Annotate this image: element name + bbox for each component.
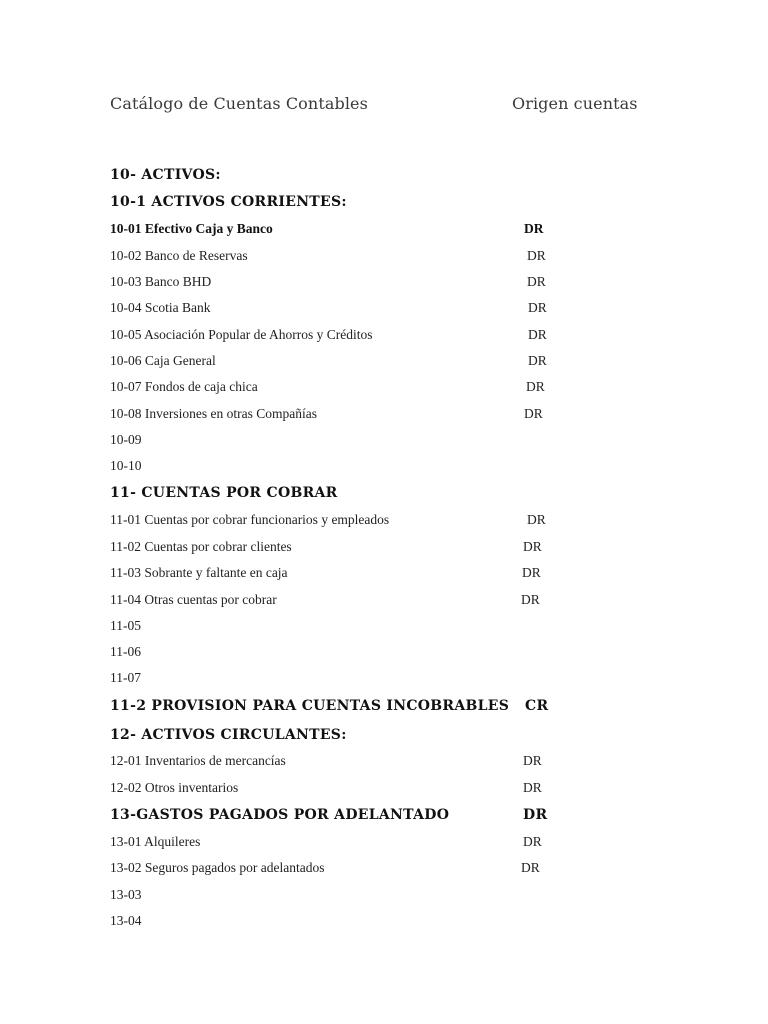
account-code: 13-02 Seguros pagados por adelantados (110, 860, 325, 875)
account-code: 13-03 (110, 887, 142, 902)
account-row (110, 832, 630, 854)
account-code: 10-1 ACTIVOS CORRIENTES: (110, 194, 347, 210)
account-row (110, 563, 630, 585)
account-row (110, 724, 630, 746)
account-row (110, 377, 630, 399)
account-code: 13-04 (110, 913, 142, 928)
account-origin: DR (523, 807, 548, 823)
account-code: 10-08 Inversiones en otras Compañías (110, 406, 317, 421)
account-code: 10-07 Fondos de caja chica (110, 379, 258, 394)
account-origin: DR (528, 300, 547, 315)
account-origin: DR (528, 327, 547, 342)
account-row (110, 804, 630, 826)
account-row (110, 272, 630, 294)
account-row (110, 751, 630, 773)
account-origin: DR (523, 753, 542, 768)
account-row (110, 616, 630, 638)
account-code: 12-02 Otros inventarios (110, 780, 239, 795)
account-code: 10-05 Asociación Popular de Ahorros y Créditos (110, 327, 373, 342)
account-row (110, 298, 630, 320)
account-code: 10- ACTIVOS: (110, 167, 221, 183)
origin-column-header: Origen cuentas (512, 94, 638, 113)
account-row (110, 482, 630, 504)
account-origin: DR (521, 860, 540, 875)
account-code: 10-01 Efectivo Caja y Banco (110, 221, 273, 236)
account-row (110, 325, 630, 347)
account-code: 10-06 Caja General (110, 353, 216, 368)
account-row (110, 219, 630, 241)
account-code: 13-GASTOS PAGADOS POR ADELANTADO (110, 807, 450, 823)
account-row (110, 858, 630, 880)
account-origin: DR (527, 248, 546, 263)
account-row (110, 668, 630, 690)
account-row (110, 430, 630, 452)
account-code: 11-01 Cuentas por cobrar funcionarios y empleados (110, 512, 390, 527)
account-row (110, 510, 630, 532)
account-code: 10-02 Banco de Reservas (110, 248, 248, 263)
account-code: 11-03 Sobrante y faltante en caja (110, 565, 288, 580)
account-origin: DR (524, 406, 543, 421)
account-code: 12-01 Inventarios de mercancías (110, 753, 286, 768)
account-row (110, 191, 630, 213)
account-origin: DR (527, 512, 546, 527)
account-origin: DR (523, 539, 542, 554)
account-code: 11-02 Cuentas por cobrar clientes (110, 539, 292, 554)
account-code: 12- ACTIVOS CIRCULANTES: (110, 727, 347, 743)
account-code: 10-09 (110, 432, 142, 447)
account-row (110, 351, 630, 373)
account-origin: DR (523, 780, 542, 795)
account-code: 10-04 Scotia Bank (110, 300, 211, 315)
catalog-title: Catálogo de Cuentas Contables (110, 94, 368, 113)
account-row (110, 590, 630, 612)
account-origin: CR (525, 698, 549, 714)
account-code: 11-2 PROVISION PARA CUENTAS INCOBRABLES (110, 698, 510, 714)
account-code: 11- CUENTAS POR COBRAR (110, 485, 338, 501)
account-origin: DR (527, 274, 546, 289)
account-origin: DR (523, 834, 542, 849)
account-row (110, 164, 630, 186)
account-code: 11-04 Otras cuentas por cobrar (110, 592, 277, 607)
account-code: 10-03 Banco BHD (110, 274, 212, 289)
account-code: 11-07 (110, 670, 141, 685)
account-code: 10-10 (110, 458, 142, 473)
account-row (110, 456, 630, 478)
account-row (110, 885, 630, 907)
account-row (110, 778, 630, 800)
account-code: 13-01 Alquileres (110, 834, 201, 849)
account-row (110, 246, 630, 268)
account-origin: DR (526, 379, 545, 394)
account-row (110, 642, 630, 664)
account-code: 11-05 (110, 618, 141, 633)
account-origin: DR (521, 592, 540, 607)
account-origin: DR (528, 353, 547, 368)
account-origin: DR (522, 565, 541, 580)
account-row (110, 911, 630, 933)
account-row (110, 537, 630, 559)
account-row (110, 695, 630, 717)
account-code: 11-06 (110, 644, 141, 659)
account-row (110, 404, 630, 426)
account-origin: DR (524, 221, 544, 236)
